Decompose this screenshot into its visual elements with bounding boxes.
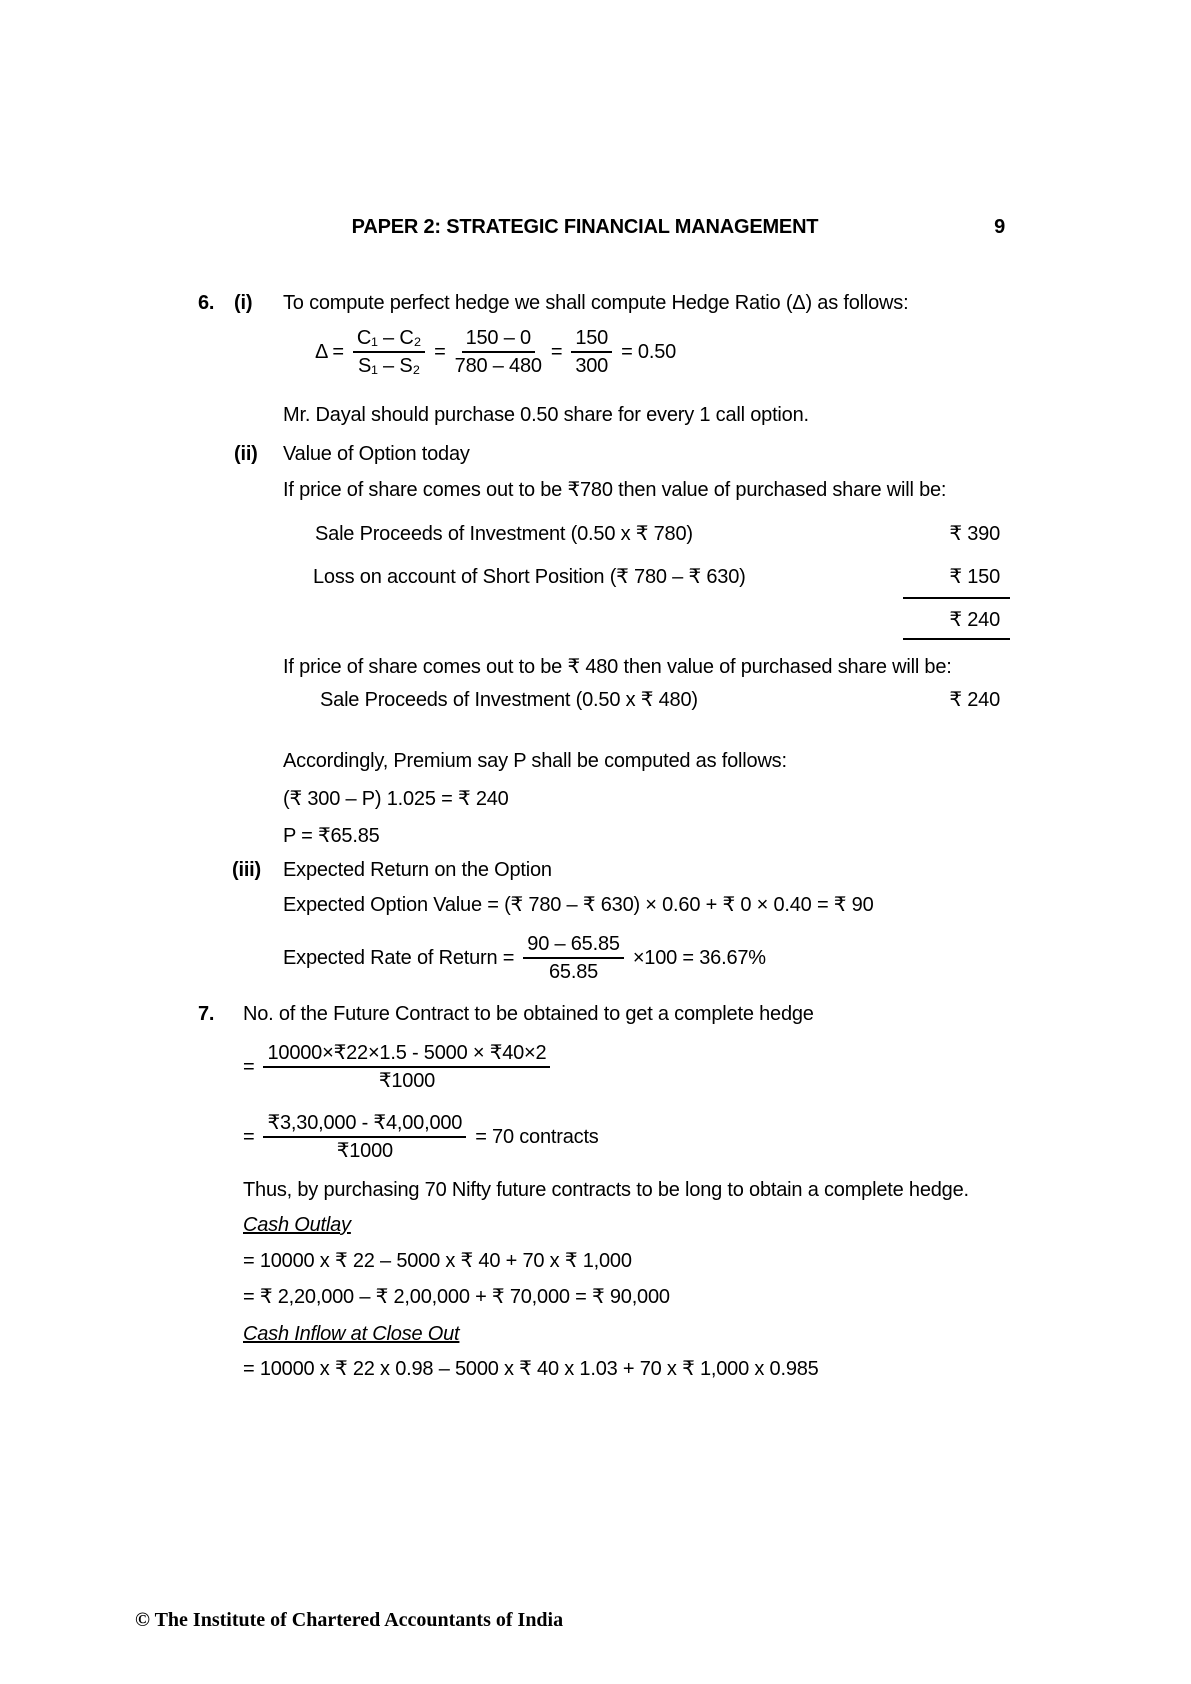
cash-inflow-heading: Cash Inflow at Close Out (243, 1323, 460, 1345)
case-780-intro: If price of share comes out to be ₹780 then value of purchased share will be: (283, 479, 947, 501)
part-ii-heading: Value of Option today (283, 443, 470, 465)
formula-fraction-values: $\frac{150 - 0}{780 - 480}$ (454, 327, 542, 377)
formula-fraction-symbols: $\frac{\text{C₁ – C₂}}{\text{S₁ – S₂}}$ (353, 327, 425, 377)
contracts-formula-step1 (243, 1037, 550, 1097)
question-7-conclusion: Thus, by purchasing 70 Nifty future contracts to be long to obtain a complete hedge. (243, 1179, 969, 1201)
expected-rate-formula (283, 930, 766, 986)
equals-sign: = (550, 340, 563, 363)
contracts-formula-step2 (243, 1107, 599, 1167)
cash-inflow-line1: = 10000 x ₹ 22 x 0.98 – 5000 x ₹ 40 x 1.03 + 70 x ₹ 1,000 x 0.985 (243, 1358, 819, 1380)
table-total-amount: ₹ 240 (949, 609, 1000, 631)
contracts-result: = 70 contracts (475, 1125, 599, 1148)
part-i-conclusion: Mr. Dayal should purchase 0.50 share for every 1 call option. (283, 404, 809, 426)
formula-lhs: Δ = (315, 340, 344, 363)
table-row-label: Sale Proceeds of Investment (0.50 x ₹ 780) (315, 523, 693, 545)
question-7-intro: No. of the Future Contract to be obtained to get a complete hedge (243, 1003, 814, 1025)
contracts-fraction-1: $\frac{10000\times₹22\times 1.5 - 5000 \times ₹40\times 2}{₹1000}$ (263, 1042, 550, 1092)
premium-intro: Accordingly, Premium say P shall be computed as follows: (283, 750, 787, 772)
rate-suffix: ×100 = 36.67% (632, 946, 766, 969)
question-7-number: 7. (198, 1003, 215, 1025)
table-row-amount: ₹ 390 (949, 523, 1000, 545)
table-row-amount: ₹ 240 (949, 689, 1000, 711)
page-title: PAPER 2: STRATEGIC FINANCIAL MANAGEMENT (351, 216, 819, 238)
total-rule-top (903, 597, 1010, 599)
case-480-intro: If price of share comes out to be ₹ 480 then value of purchased share will be: (283, 656, 952, 678)
part-i-label: (i) (234, 292, 253, 314)
cash-outlay-line2: = ₹ 2,20,000 – ₹ 2,00,000 + ₹ 70,000 = ₹ 90,000 (243, 1286, 670, 1308)
part-iii-heading: Expected Return on the Option (283, 859, 552, 881)
formula-fraction-reduced: $\frac{150}{300}$ (571, 327, 612, 377)
rate-prefix: Expected Rate of Return = (283, 946, 515, 969)
hedge-ratio-formula (315, 322, 676, 382)
table-row-label: Sale Proceeds of Investment (0.50 x ₹ 480) (320, 689, 698, 711)
part-ii-label: (ii) (234, 443, 258, 465)
copyright-notice: © The Institute of Chartered Accountants of India (135, 1609, 564, 1631)
cash-outlay-heading: Cash Outlay (243, 1214, 351, 1236)
premium-equation: (₹ 300 – P) 1.025 = ₹ 240 (283, 788, 509, 810)
formula-result: = 0.50 (621, 340, 677, 363)
cash-outlay-line1: = 10000 x ₹ 22 – 5000 x ₹ 40 + 70 x ₹ 1,000 (243, 1250, 632, 1272)
total-rule-bottom (903, 638, 1010, 640)
part-iii-label: (iii) (232, 859, 261, 881)
equals-sign: = (243, 1055, 255, 1078)
equals-sign: = (243, 1125, 255, 1148)
part-i-intro: To compute perfect hedge we shall compute Hedge Ratio (Δ) as follows: (283, 292, 909, 314)
table-row-label: Loss on account of Short Position (₹ 780 – ₹ 630) (313, 566, 746, 588)
page-number: 9 (994, 216, 1005, 238)
contracts-fraction-2: $\frac{₹3,30,000 - ₹4,00,000}{₹1000}$ (263, 1112, 466, 1162)
expected-option-value: Expected Option Value = (₹ 780 – ₹ 630) × 0.60 + ₹ 0 × 0.40 = ₹ 90 (283, 894, 874, 916)
question-6-number: 6. (198, 292, 215, 314)
equals-sign: = (434, 340, 446, 363)
premium-result: P = ₹65.85 (283, 825, 380, 847)
table-row-amount: ₹ 150 (949, 566, 1000, 588)
rate-fraction: $\frac{90 - 65.85}{65.85}$ (523, 933, 624, 983)
